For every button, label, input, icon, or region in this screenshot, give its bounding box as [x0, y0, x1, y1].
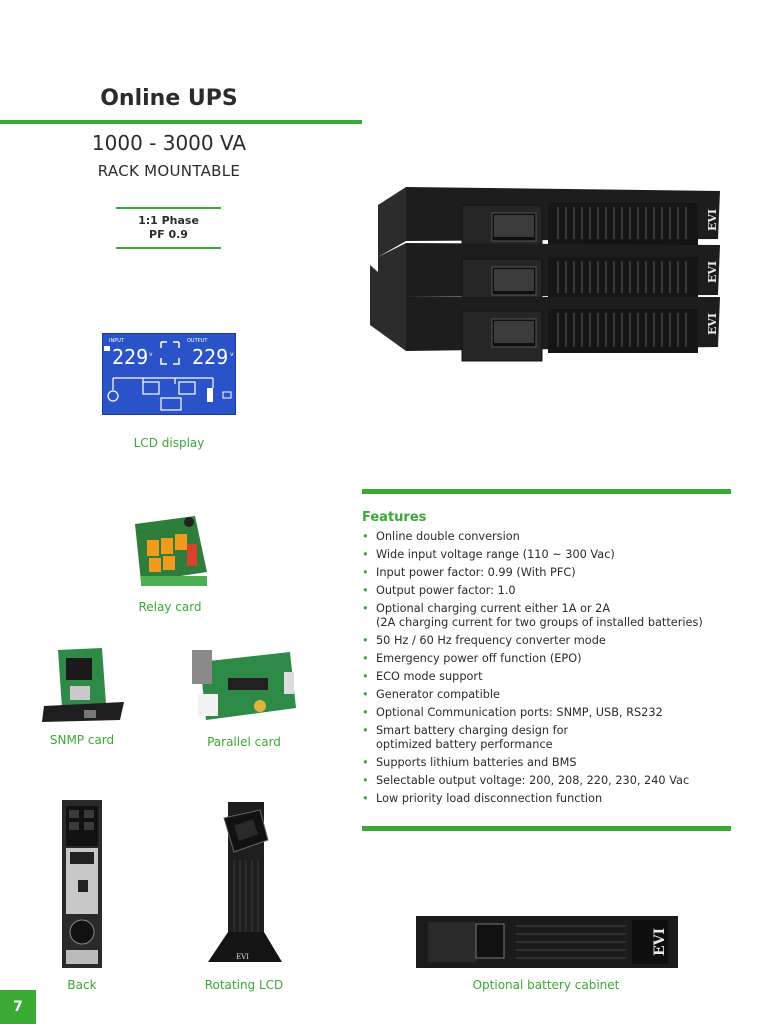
lcd-output-value: 229: [192, 345, 229, 369]
snmp-card-image: [40, 646, 126, 724]
phase-spec-box: [116, 207, 221, 249]
features-bottom-divider: [362, 826, 731, 831]
back-view-image: [62, 800, 102, 968]
feature-line: (2A charging current for two groups of installed batteries): [376, 616, 703, 629]
relay-card-caption: Relay card: [138, 600, 202, 614]
phase-label: 1:1 Phase: [138, 214, 199, 227]
feature-item: • Selectable output voltage: 200, 208, 220, 230, 240 Vac: [362, 774, 742, 788]
lcd-display-caption: LCD display: [133, 436, 205, 450]
brand-logo-middle: EVI: [706, 260, 719, 283]
svg-text:v: v: [149, 351, 153, 358]
battery-brand-logo: EVI: [652, 927, 668, 956]
feature-item: • Wide input voltage range (110 ~ 300 Vac): [362, 548, 742, 562]
svg-text:v: v: [230, 351, 234, 358]
back-view-caption: Back: [67, 978, 97, 992]
battery-cabinet-caption: Optional battery cabinet: [472, 978, 620, 992]
feature-item: • 50 Hz / 60 Hz frequency converter mode: [362, 634, 742, 648]
title-divider: [0, 120, 362, 124]
feature-line: Optional charging current either 1A or 2A: [376, 602, 611, 615]
snmp-card-caption: SNMP card: [49, 733, 115, 747]
rotating-lcd-image: [204, 800, 284, 970]
feature-item: • Supports lithium batteries and BMS: [362, 756, 742, 770]
feature-item: • Emergency power off function (EPO): [362, 652, 742, 666]
feature-item: [362, 724, 742, 752]
rotating-lcd-caption: Rotating LCD: [204, 978, 284, 992]
brand-logo-bottom: EVI: [706, 312, 719, 335]
rack-ups-product-image: [368, 185, 728, 380]
features-list: [362, 530, 742, 810]
battery-cabinet-image: [416, 916, 678, 968]
relay-card-image: [131, 514, 209, 590]
mount-type: RACK MOUNTABLE: [97, 162, 241, 180]
feature-item: • ECO mode support: [362, 670, 742, 684]
feature-item: • Input power factor: 0.99 (With PFC): [362, 566, 742, 580]
lcd-output-label: OUTPUT: [187, 338, 208, 344]
lcd-input-label: INPUT: [109, 338, 124, 344]
feature-item: • Optional Communication ports: SNMP, USB, RS232: [362, 706, 742, 720]
feature-item: • Online double conversion: [362, 530, 742, 544]
features-title: Features: [362, 510, 427, 525]
feature-item: • Output power factor: 1.0: [362, 584, 742, 598]
feature-line: optimized battery performance: [376, 738, 553, 751]
brand-logo-top: EVI: [706, 208, 719, 231]
lcd-display-image: [102, 333, 236, 415]
lcd-input-value: 229: [112, 345, 149, 369]
pf-label: PF 0.9: [149, 228, 188, 241]
parallel-card-caption: Parallel card: [207, 735, 281, 749]
feature-item: • Generator compatible: [362, 688, 742, 702]
parallel-card-image: [188, 648, 300, 728]
feature-item: [362, 602, 742, 630]
feature-item: • Low priority load disconnection function: [362, 792, 742, 806]
lcd-screen-graphic: [103, 334, 236, 415]
feature-line: Smart battery charging design for: [376, 724, 569, 737]
features-top-divider: [362, 489, 731, 494]
page-title: Online UPS: [100, 86, 238, 111]
va-range: 1000 - 3000 VA: [91, 131, 247, 155]
page-number: 7: [0, 990, 36, 1024]
rotating-brand-logo: EVI: [236, 953, 249, 961]
